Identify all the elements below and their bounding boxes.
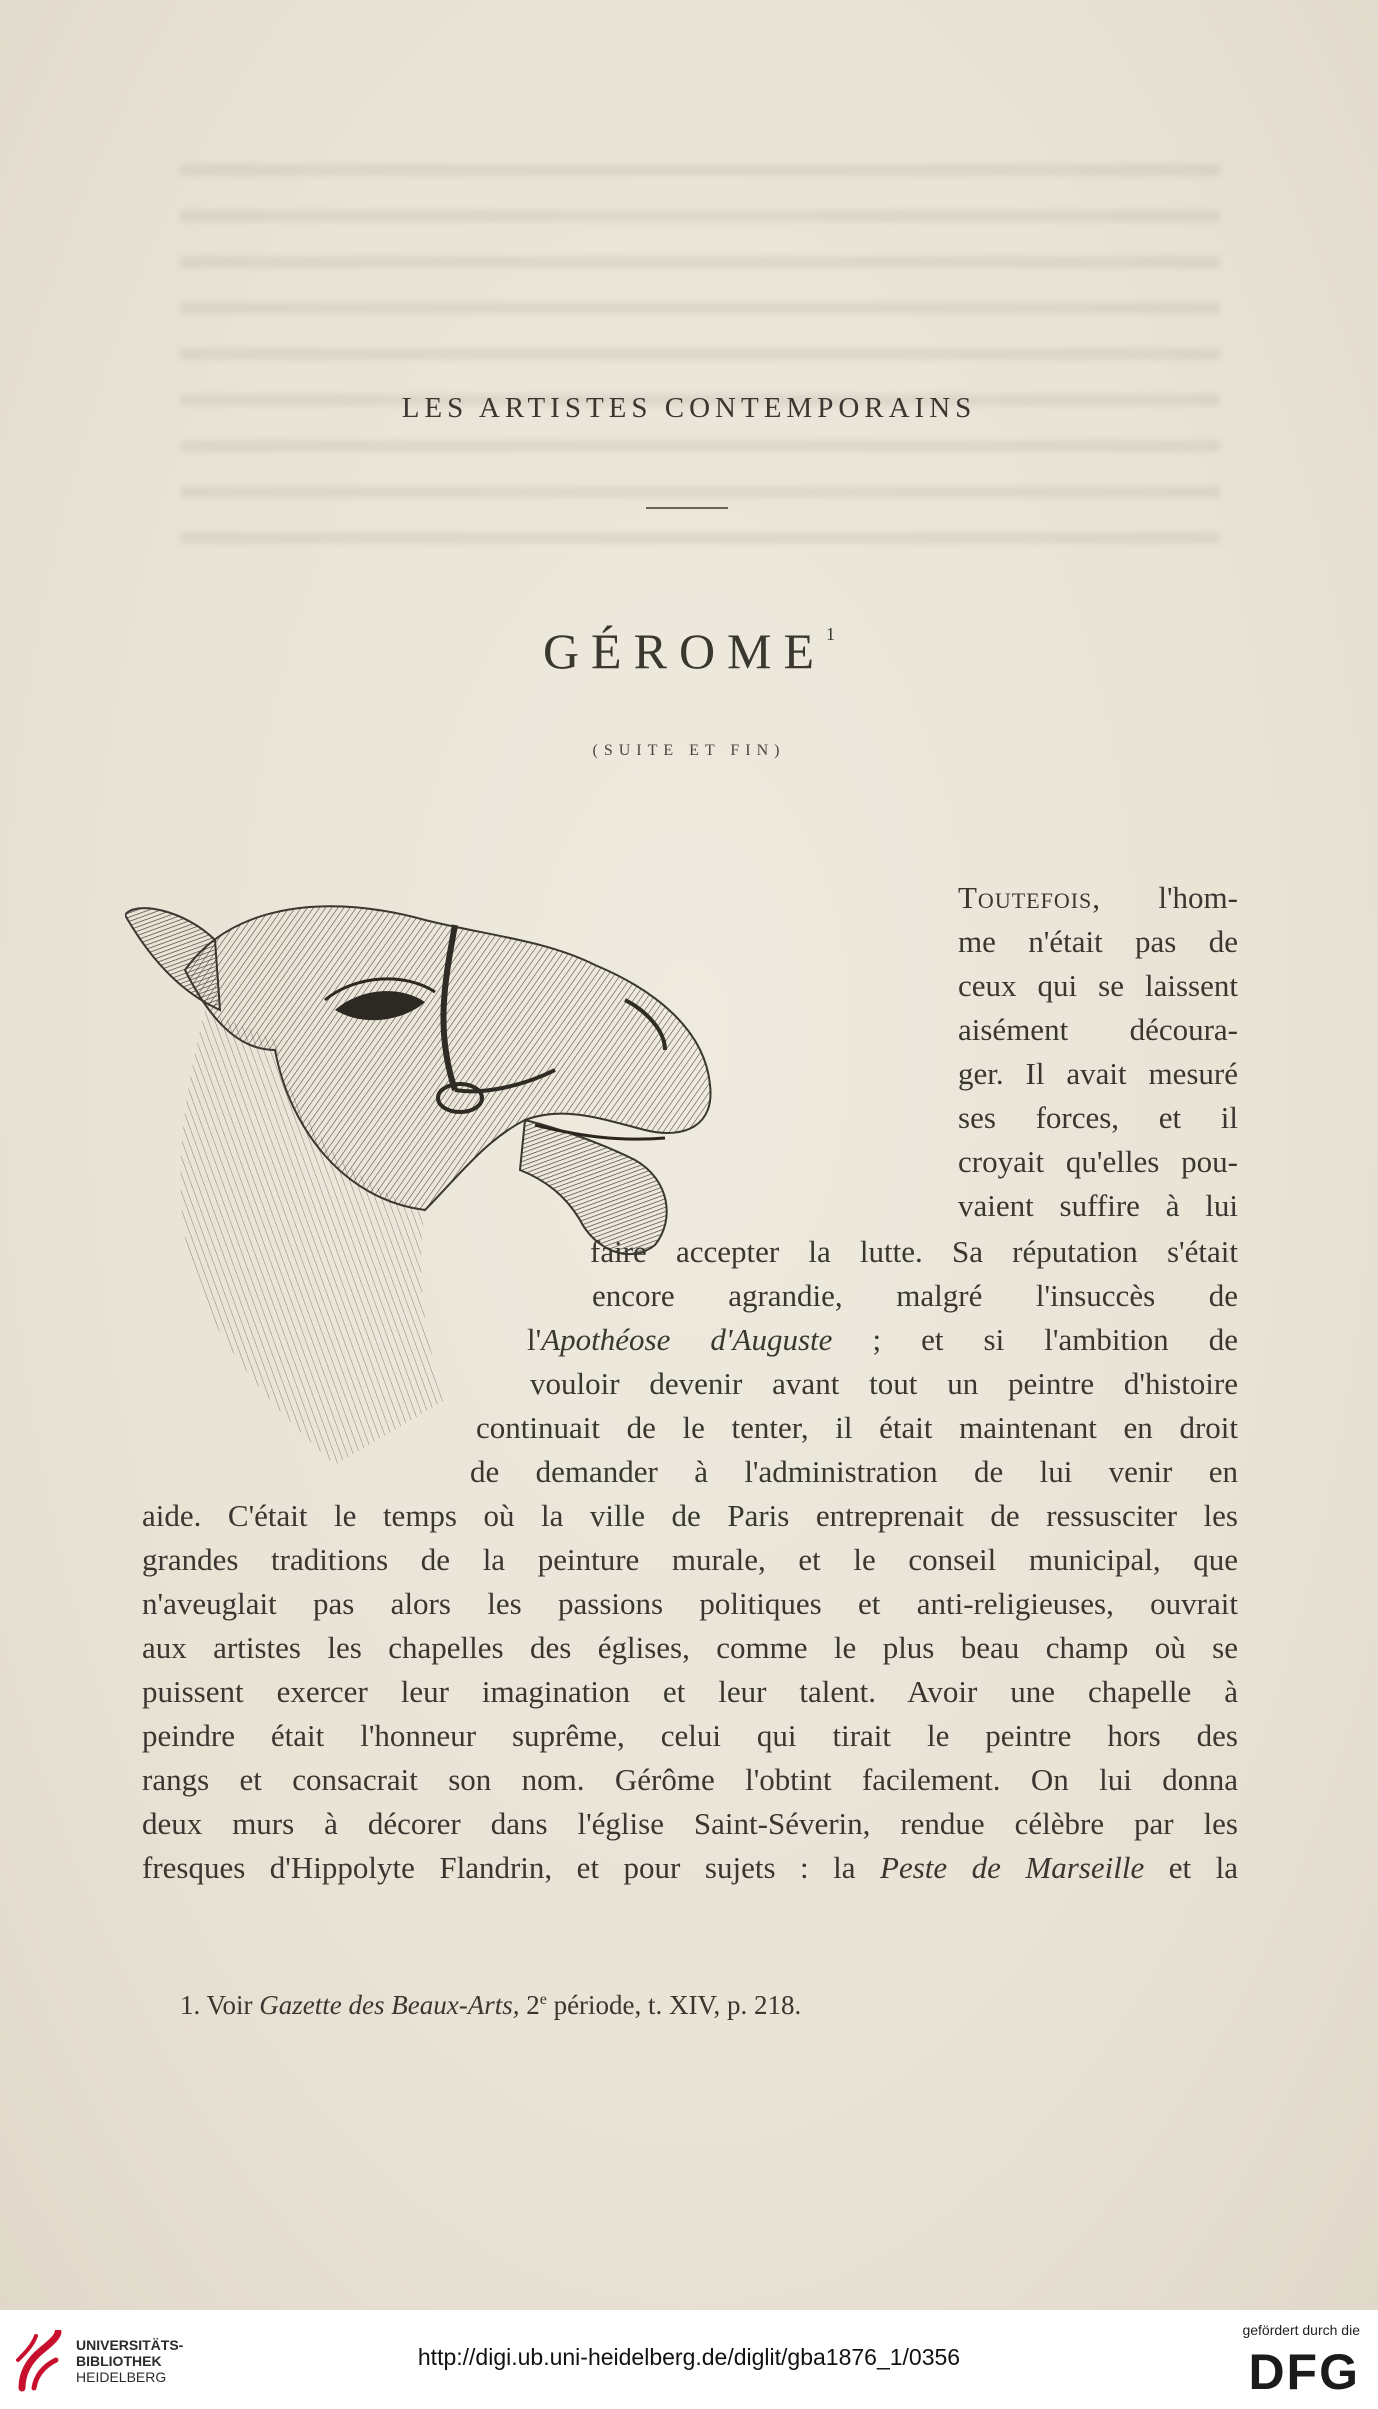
text-line-12: vouloir devenir avant tout un peintre d'histoire bbox=[530, 1366, 1238, 1401]
running-head: LES ARTISTES CONTEMPORAINS bbox=[401, 392, 977, 424]
footnote-series: 2 bbox=[526, 1990, 540, 2020]
permalink-url[interactable]: http://digi.ub.uni-heidelberg.de/diglit/gba1876_1/0356 bbox=[417, 2344, 961, 2370]
library-name-line-1: UNIVERSITÄTS- bbox=[76, 2337, 184, 2353]
line-11-post: ; et si l'ambition de bbox=[832, 1322, 1238, 1357]
library-name-line-3: HEIDELBERG bbox=[76, 2369, 167, 2385]
text-line-4: aisément découra- bbox=[958, 1012, 1238, 1047]
text-line-14: de demander à l'administration de lui venir en bbox=[470, 1454, 1238, 1489]
funded-by-label: gefördert durch die bbox=[1242, 2322, 1360, 2338]
article-subtitle: (SUITE ET FIN) bbox=[592, 742, 786, 759]
footnote-series-sup: e bbox=[539, 1991, 547, 2008]
line-23-pre: fresques d'Hippolyte Flandrin, et pour sujets : la bbox=[142, 1850, 881, 1885]
text-line-13: continuait de le tenter, il était maintenant en droit bbox=[476, 1410, 1238, 1445]
text-line-5: ger. Il avait mesuré bbox=[958, 1056, 1238, 1091]
line-11-pre: l' bbox=[527, 1322, 542, 1357]
text-line-20: peindre était l'honneur suprême, celui qui tirait le peintre hors des bbox=[142, 1718, 1238, 1753]
text-line-17: n'aveuglait pas alors les passions politiques et anti-religieuses, ouvrait bbox=[142, 1586, 1238, 1621]
text-line-1 bbox=[958, 876, 1238, 920]
library-name-line-2: BIBLIOTHEK bbox=[76, 2353, 162, 2369]
text-line-9: faire accepter la lutte. Sa réputation s'était bbox=[590, 1234, 1238, 1269]
line-11-italic: Apothéose d'Auguste bbox=[541, 1322, 833, 1357]
title-footnote-ref: 1 bbox=[826, 624, 836, 644]
text-line-8: vaient suffire à lui bbox=[958, 1188, 1238, 1223]
text-line-7: croyait qu'elles pou- bbox=[958, 1144, 1238, 1179]
opening-word: Toutefois bbox=[958, 880, 1093, 915]
text-line-21: rangs et consacrait son nom. Gérôme l'obtint facilement. On lui donna bbox=[142, 1762, 1238, 1797]
line-23-post: et la bbox=[1144, 1850, 1238, 1885]
footnote-pre: Voir bbox=[206, 1990, 253, 2020]
text-line-10: encore agrandie, malgré l'insuccès de bbox=[592, 1278, 1238, 1313]
line-1-rest: , l'hom- bbox=[1092, 880, 1238, 915]
text-line-18: aux artistes les chapelles des églises, comme le plus beau champ où se bbox=[142, 1630, 1238, 1665]
text-line-2: me n'était pas de bbox=[958, 924, 1238, 959]
article-title bbox=[0, 622, 1378, 680]
section-rule bbox=[646, 507, 728, 509]
footnote-post: période, t. XIV, p. 218. bbox=[553, 1990, 802, 2020]
text-line-11 bbox=[527, 1318, 1238, 1362]
footnote-number: 1. bbox=[180, 1990, 201, 2020]
text-line-22: deux murs à décorer dans l'église Saint-Séverin, rendue célèbre par les bbox=[142, 1806, 1238, 1841]
footnote bbox=[180, 1990, 801, 2021]
bleed-through-texture bbox=[180, 130, 1220, 550]
title-text: GÉROME bbox=[542, 623, 827, 679]
text-line-15: aide. C'était le temps où la ville de Paris entreprenait de ressusciter les bbox=[142, 1498, 1238, 1533]
text-line-16: grandes traditions de la peinture murale, et le conseil municipal, que bbox=[142, 1542, 1238, 1577]
text-line-3: ceux qui se laissent bbox=[958, 968, 1238, 1003]
footnote-journal: Gazette des Beaux-Arts, bbox=[259, 1990, 520, 2020]
dfg-logo[interactable]: DFG bbox=[1248, 2344, 1360, 2400]
text-line-19: puissent exercer leur imagination et leur talent. Avoir une chapelle à bbox=[142, 1674, 1238, 1709]
text-line-6: ses forces, et il bbox=[958, 1100, 1238, 1135]
line-23-italic: Peste de Marseille bbox=[880, 1850, 1145, 1885]
digitization-footer bbox=[0, 2310, 1378, 2409]
text-line-23 bbox=[142, 1846, 1238, 1890]
